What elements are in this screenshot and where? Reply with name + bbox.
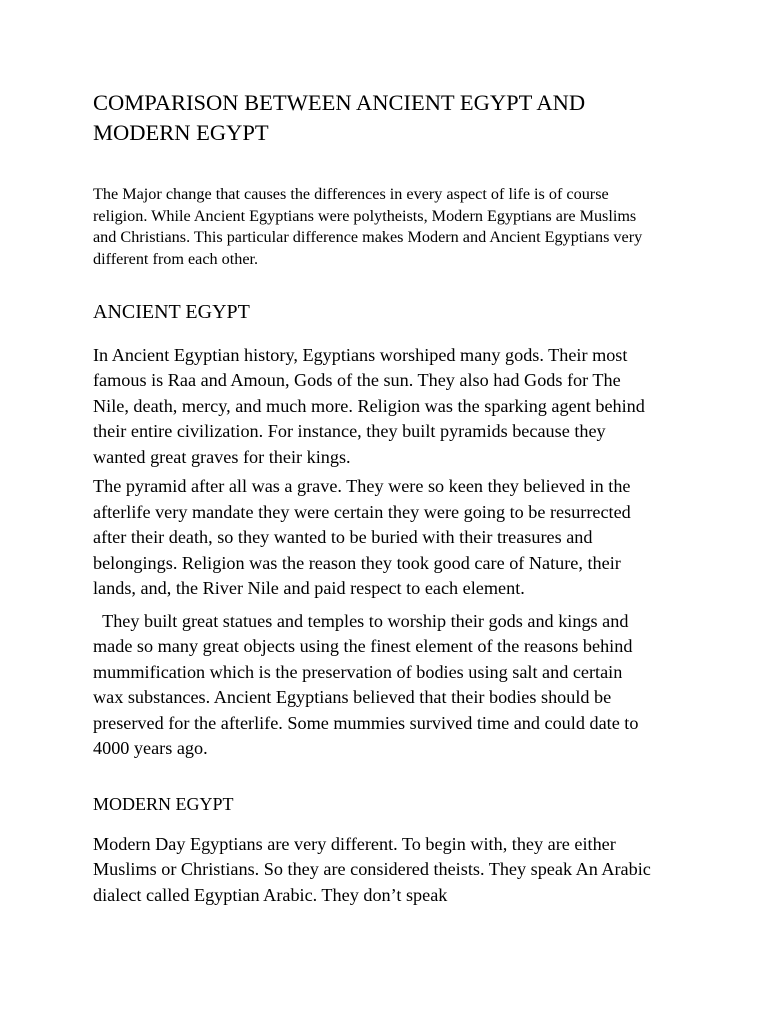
ancient-egypt-heading: ANCIENT EGYPT xyxy=(93,301,250,323)
document-page xyxy=(93,88,683,908)
modern-egypt-heading: MODERN EGYPT xyxy=(93,793,234,814)
ancient-paragraph-3: They built great statues and temples to worship their gods and kings and made so many great objects using the finest element of the reasons behind mummification which is the preservation of bodies using salt and certain wax substances. Ancient Egyptians believed that their bodies should be preserved for the afterlife. Some mummies survived time and could date to 4000 years ago. xyxy=(93,610,639,759)
modern-paragraph-1: Modern Day Egyptians are very different. To begin with, they are either Muslims or Christians. So they are considered theists. They speak An Arabic dialect called Egyptian Arabic. They don’t speak xyxy=(93,833,651,905)
intro-paragraph: The Major change that causes the differences in every aspect of life is of course religion. While Ancient Egyptians were polytheists, Modern Egyptians are Muslims and Christians. This particular difference makes Modern and Ancient Egyptians very different from each other. xyxy=(93,185,643,268)
ancient-paragraph-2: The pyramid after all was a grave. They were so keen they believed in the afterlife very mandate they were certain they were going to be resurrected after their death, so they wanted to be buried with their treasures and belongings. Religion was the reason they took good care of Nature, their lands, and, the River Nile and paid respect to each element. xyxy=(93,476,631,599)
ancient-paragraph-1: In Ancient Egyptian history, Egyptians worshiped many gods. Their most famous is Raa and Amoun, Gods of the sun. They also had Gods for The Nile, death, mercy, and much more. Religion was the sparking agent behind their entire civilization. For instance, they built pyramids because they wanted great graves for their kings. xyxy=(93,344,645,467)
document-title: COMPARISON BETWEEN ANCIENT EGYPT AND MODERN EGYPT xyxy=(93,90,586,145)
